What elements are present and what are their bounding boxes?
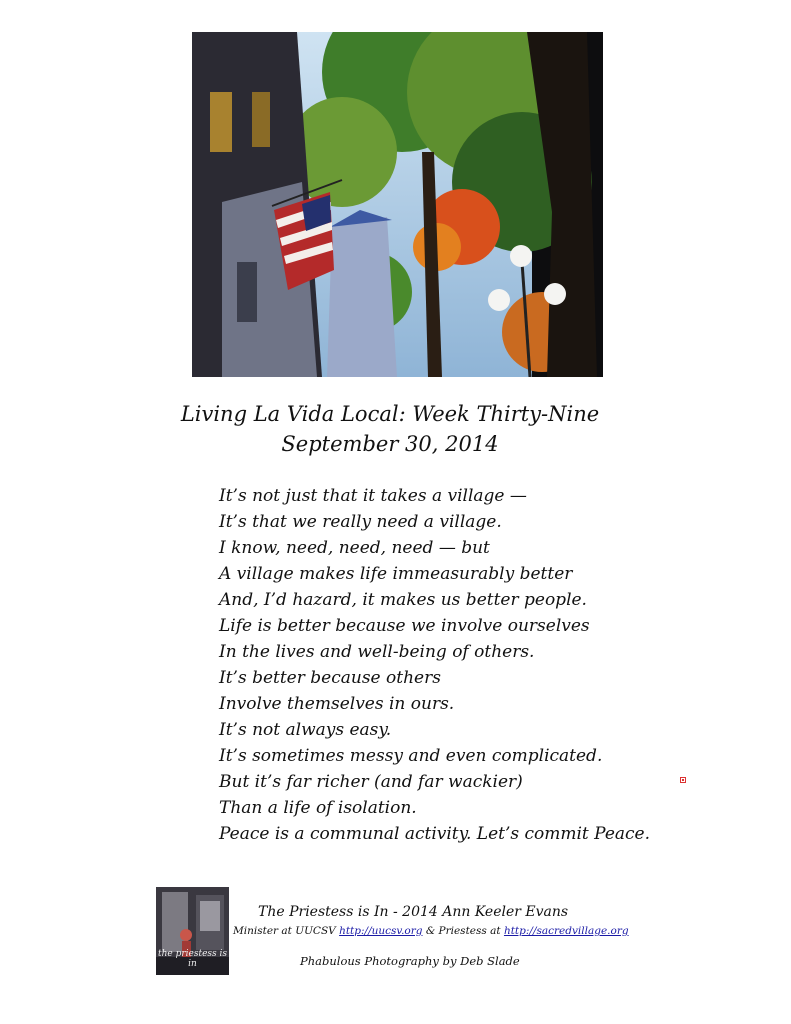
post-date: September 30, 2014 xyxy=(281,432,499,456)
priestess-label: & Priestess at xyxy=(425,925,501,937)
poem-line: It’s that we really need a village. xyxy=(219,512,502,532)
sacredvillage-link[interactable]: http://sacredvillage.org xyxy=(503,925,629,937)
poem-line: But it’s far richer (and far wackier) xyxy=(219,772,523,792)
poem-line: I know, need, need, need — but xyxy=(219,538,490,558)
footer-title: The Priestess is In - 2014 Ann Keeler Evans xyxy=(258,904,569,920)
thumbnail-caption: the priestess is in xyxy=(157,949,228,969)
anchor-marker-icon xyxy=(680,777,686,783)
poem-line: Peace is a communal activity. Let’s commit Peace. xyxy=(219,824,651,844)
poem xyxy=(219,483,650,847)
poem-line: It’s not always easy. xyxy=(219,720,392,740)
uucsv-link[interactable]: http://uucsv.org xyxy=(339,925,423,937)
poem-line: It’s better because others xyxy=(219,668,441,688)
poem-line: Than a life of isolation. xyxy=(219,798,417,818)
priestess-thumbnail xyxy=(156,887,229,975)
header-photo xyxy=(192,32,603,377)
street-scene-image xyxy=(192,32,603,377)
poem-line: In the lives and well-being of others. xyxy=(219,642,535,662)
poem-line: Life is better because we involve ourselves xyxy=(219,616,590,636)
footer-affiliations xyxy=(233,925,629,937)
poem-line: A village makes life immeasurably better xyxy=(219,564,573,584)
photo-credit: Phabulous Photography by Deb Slade xyxy=(300,954,520,968)
poem-line: It’s not just that it takes a village — xyxy=(219,486,527,506)
poem-line: It’s sometimes messy and even complicated. xyxy=(219,746,603,766)
poem-line: And, I’d hazard, it makes us better people. xyxy=(219,590,587,610)
post-title: Living La Vida Local: Week Thirty-Nine xyxy=(180,402,600,426)
poem-line: Involve themselves in ours. xyxy=(219,694,455,714)
minister-label: Minister at UUCSV xyxy=(233,925,336,937)
